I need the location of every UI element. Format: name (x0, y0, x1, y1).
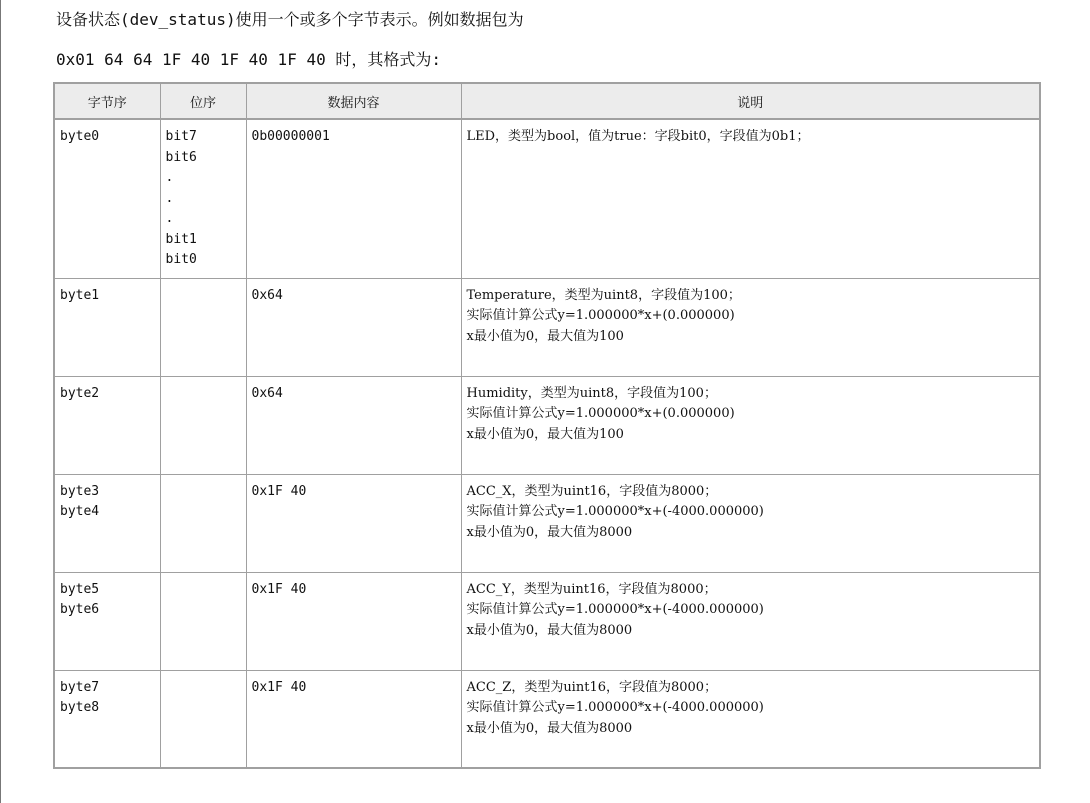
table-row (54, 670, 1040, 768)
bit-label: . (165, 170, 174, 185)
table-row (54, 376, 1040, 474)
byte-label: byte3 (60, 483, 100, 499)
header-byte-order: 字节序 (54, 83, 160, 119)
description-line: ACC_Z，类型为uint16，字段值为8000； (466, 679, 718, 695)
cell-data-content (246, 376, 461, 474)
header-data-content: 数据内容 (246, 83, 461, 119)
cell-byte-order (54, 119, 160, 278)
cell-byte-order (54, 278, 160, 376)
description-line: 实际值计算公式y=1.000000*x+(0.000000) (466, 308, 735, 323)
description-line: x最小值为0，最大值为8000 (466, 622, 633, 638)
cell-data-content (246, 572, 461, 670)
cell-byte-order (54, 670, 160, 768)
description-line: 实际值计算公式y=1.000000*x+(-4000.000000) (466, 504, 764, 519)
description-line: Temperature，类型为uint8，字段值为100； (466, 287, 741, 303)
header-row (54, 83, 1040, 119)
byte-label: byte1 (60, 287, 100, 303)
dev-status-table (53, 82, 1041, 769)
cell-bit-order (160, 670, 246, 768)
cell-description (461, 119, 1040, 278)
cell-description (461, 376, 1040, 474)
cell-byte-order (54, 376, 160, 474)
cell-bit-order (160, 376, 246, 474)
byte-label: byte7 (60, 679, 100, 695)
intro-line-1: 设备状态(dev_status)使用一个或多个字节表示。例如数据包为 (56, 10, 524, 29)
header-description: 说明 (461, 83, 1040, 119)
description-line: x最小值为0，最大值为8000 (466, 720, 633, 736)
cell-byte-order (54, 572, 160, 670)
description-line: 实际值计算公式y=1.000000*x+(0.000000) (466, 406, 735, 421)
cell-bit-order (160, 572, 246, 670)
description-line: LED，类型为bool，值为true：字段bit0，字段值为0b1； (466, 129, 810, 144)
byte-label: byte5 (60, 581, 100, 597)
cell-description (461, 572, 1040, 670)
cell-data-content (246, 474, 461, 572)
bit-label: bit7 (165, 129, 197, 144)
description-line: x最小值为0，最大值为8000 (466, 524, 633, 540)
data-value: 0b00000001 (251, 129, 330, 144)
byte-label: byte4 (60, 504, 100, 519)
bit-label: bit6 (165, 149, 197, 165)
table-body (54, 119, 1040, 768)
intro-line-2: 0x01 64 64 1F 40 1F 40 1F 40 时，其格式为: (56, 50, 441, 69)
bit-label: . (165, 190, 174, 206)
cell-data-content (246, 670, 461, 768)
cell-byte-order (54, 474, 160, 572)
cell-bit-order (160, 278, 246, 376)
table-row (54, 572, 1040, 670)
cell-description (461, 474, 1040, 572)
data-value: 0x1F 40 (251, 679, 307, 695)
data-value: 0x64 (251, 385, 283, 401)
byte-label: byte6 (60, 602, 100, 617)
byte-label: byte2 (60, 385, 100, 401)
description-line: 实际值计算公式y=1.000000*x+(-4000.000000) (466, 700, 764, 715)
data-value: 0x64 (251, 287, 283, 303)
byte-label: byte0 (60, 129, 100, 144)
table-row (54, 278, 1040, 376)
table-header (54, 83, 1040, 119)
cell-data-content (246, 278, 461, 376)
description-line: Humidity，类型为uint8，字段值为100； (466, 385, 717, 401)
description-line: x最小值为0，最大值为100 (466, 426, 624, 442)
data-value: 0x1F 40 (251, 581, 307, 597)
cell-description (461, 670, 1040, 768)
cell-bit-order (160, 474, 246, 572)
bit-label: bit0 (165, 252, 197, 267)
byte-label: byte8 (60, 700, 100, 715)
table-row (54, 119, 1040, 278)
data-value: 0x1F 40 (251, 483, 307, 499)
header-bit-order: 位序 (160, 83, 246, 119)
bit-label: . (165, 211, 174, 226)
bit-label: bit1 (165, 231, 197, 247)
cell-data-content (246, 119, 461, 278)
table-row (54, 474, 1040, 572)
cell-description (461, 278, 1040, 376)
cell-bit-order (160, 119, 246, 278)
description-line: 实际值计算公式y=1.000000*x+(-4000.000000) (466, 602, 764, 617)
description-line: x最小值为0，最大值为100 (466, 328, 624, 344)
page-left-border (0, 0, 1, 803)
description-line: ACC_Y，类型为uint16，字段值为8000； (466, 581, 717, 597)
description-line: ACC_X，类型为uint16，字段值为8000； (466, 483, 718, 499)
